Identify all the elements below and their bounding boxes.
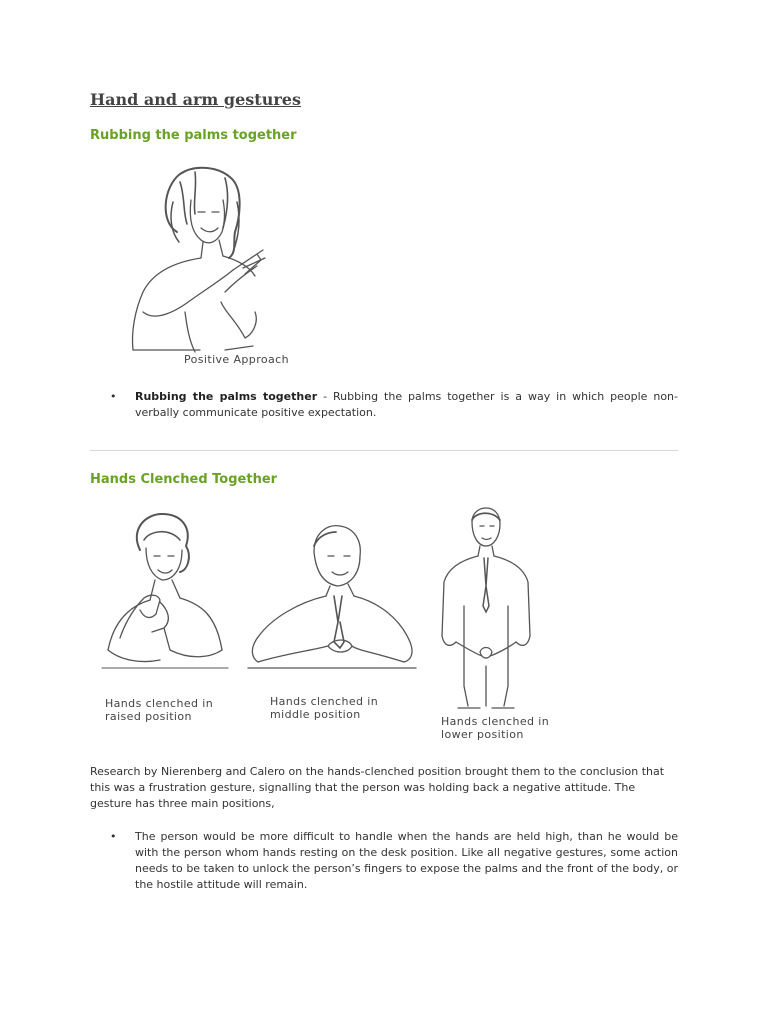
bullet-description: - Rubbing the palms together is a way in which people non-verbally communicate positive expectation. [135,390,678,419]
bullet-rubbing-palms [112,389,678,421]
bullet-bold-label: Rubbing the palms together [135,390,318,403]
research-paragraph: Research by Nierenberg and Calero on the hands-clenched position brought them to the conclusion that this was a frustration gesture, signalling that the person was holding back a negative attitude. The gesture has three main positions, [90,765,665,810]
caption-lower-line2: lower position [441,728,524,741]
caption-middle-position [270,695,378,721]
caption-raised-line1: Hands clenched in [105,697,214,710]
page-title: Hand and arm gestures [90,90,301,109]
caption-positive-approach: Positive Approach [184,353,289,366]
caption-middle-line2: middle position [270,708,361,721]
section-divider [90,450,678,451]
caption-raised-position [105,697,213,723]
caption-lower-position [441,715,549,741]
illustration-hands-lower [436,506,536,712]
bullet-hands-clenched-text: The person would be more difficult to handle when the hands are held high, than he would be with the person whom hands resting on the desk position. Like all negative gestures, some action needs to be taken to unlock the person’s fingers to expose the palms and the front of the body, or the hostile attitude will remain. [135,830,678,891]
illustration-hands-raised [100,510,230,680]
caption-lower-line1: Hands clenched in [441,715,550,728]
bullet-dot: • [110,830,117,843]
illustration-hands-middle [244,522,420,672]
bullet-hands-clenched [112,829,678,893]
caption-raised-line2: raised position [105,710,192,723]
bullet-dot: • [110,390,117,403]
section-heading-hands-clenched: Hands Clenched Together [90,472,278,487]
caption-middle-line1: Hands clenched in [270,695,379,708]
section-heading-rubbing-palms: Rubbing the palms together [90,128,297,143]
illustration-rubbing-palms [125,162,275,354]
